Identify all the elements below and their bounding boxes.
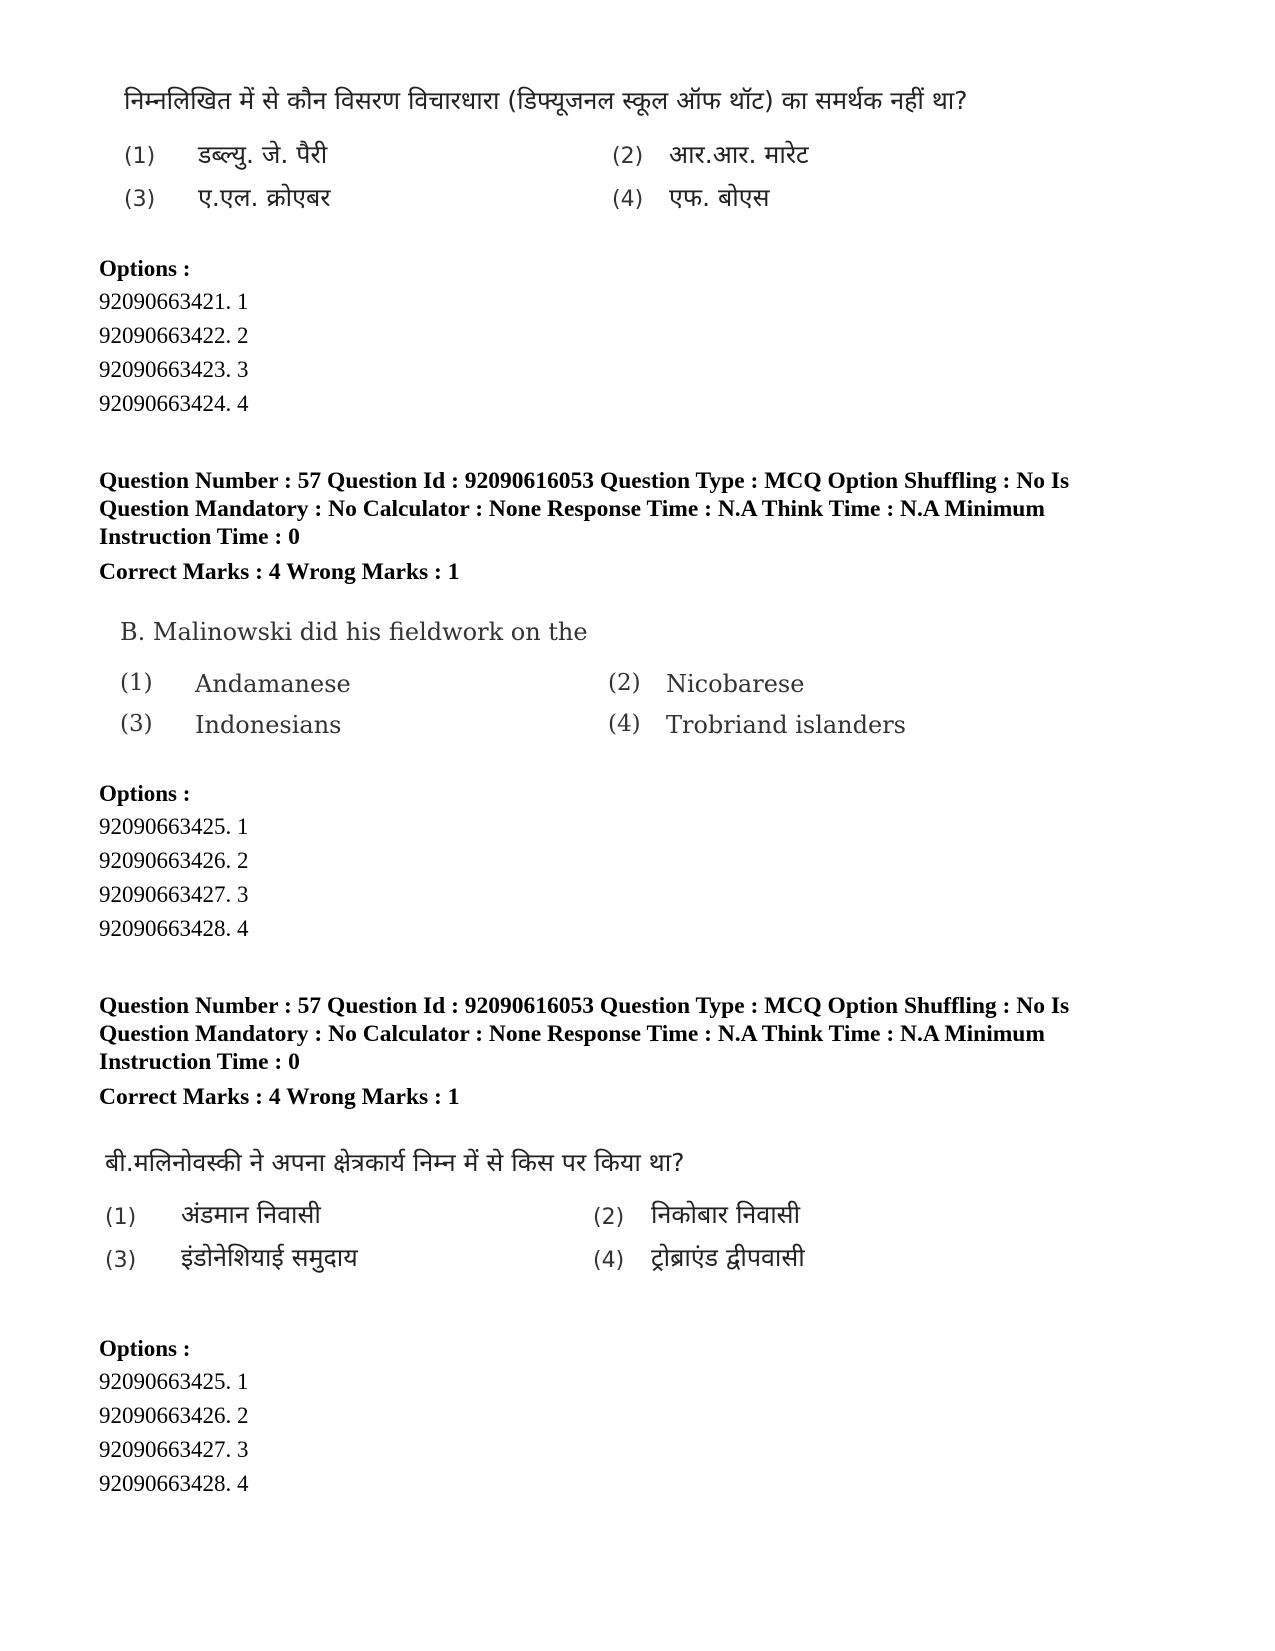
choice-number: (1): [105, 1205, 137, 1230]
option-item: 92090663426. 2: [99, 848, 249, 873]
choice-text: निकोबार निवासी: [651, 1200, 801, 1229]
options-heading: Options :: [99, 1336, 191, 1361]
marks-line: Correct Marks : 4 Wrong Marks : 1: [99, 1084, 460, 1110]
marks-line: Correct Marks : 4 Wrong Marks : 1: [99, 559, 460, 585]
option-item: 92090663427. 3: [99, 882, 249, 907]
question-meta-line: Question Mandatory : No Calculator : None Response Time : N.A Think Time : N.A Minimum: [99, 496, 1045, 522]
choice-text: Nicobarese: [666, 670, 805, 698]
choice-text: Andamanese: [195, 670, 351, 698]
option-item: 92090663425. 1: [99, 1369, 249, 1394]
choice-number: (1): [124, 144, 156, 169]
question-meta-line: Question Number : 57 Question Id : 92090616053 Question Type : MCQ Option Shuffling : No Is: [99, 468, 1070, 494]
question-text: निम्नलिखित में से कौन विसरण विचारधारा (डिफ्यूजनल स्कूल ऑफ थॉट) का समर्थक नहीं था?: [124, 86, 968, 115]
question-text: B. Malinowski did his fieldwork on the: [120, 618, 588, 646]
choice-number: (1): [120, 670, 153, 696]
option-item: 92090663424. 4: [99, 391, 249, 416]
option-item: 92090663422. 2: [99, 323, 249, 348]
choice-number: (2): [608, 670, 641, 696]
choice-number: (4): [612, 187, 644, 212]
choice-number: (3): [105, 1248, 137, 1273]
choice-text: Indonesians: [195, 711, 342, 739]
option-item: 92090663425. 1: [99, 814, 249, 839]
question-text: बी.मलिनोवस्की ने अपना क्षेत्रकार्य निम्न में से किस पर किया था?: [105, 1148, 685, 1177]
choice-text: एफ. बोएस: [669, 183, 770, 212]
choice-number: (4): [608, 711, 641, 737]
choice-number: (2): [593, 1205, 625, 1230]
question-meta-line: Instruction Time : 0: [99, 1049, 300, 1075]
question-meta-line: Question Number : 57 Question Id : 92090616053 Question Type : MCQ Option Shuffling : No Is: [99, 993, 1070, 1019]
choice-text: ए.एल. क्रोएबर: [198, 183, 331, 212]
options-heading: Options :: [99, 781, 191, 806]
choice-number: (3): [120, 711, 153, 737]
choice-text: इंडोनेशियाई समुदाय: [181, 1243, 358, 1272]
option-item: 92090663426. 2: [99, 1403, 249, 1428]
option-item: 92090663428. 4: [99, 1471, 249, 1496]
choice-text: आर.आर. मारेट: [669, 140, 809, 169]
option-item: 92090663421. 1: [99, 289, 249, 314]
choice-text: डब्ल्यु. जे. पैरी: [198, 140, 328, 169]
option-item: 92090663423. 3: [99, 357, 249, 382]
choice-text: अंडमान निवासी: [181, 1200, 321, 1229]
choice-number: (2): [612, 144, 644, 169]
options-heading: Options :: [99, 256, 191, 281]
choice-number: (4): [593, 1248, 625, 1273]
question-meta-line: Instruction Time : 0: [99, 524, 300, 550]
choice-number: (3): [124, 187, 156, 212]
option-item: 92090663428. 4: [99, 916, 249, 941]
choice-text: Trobriand islanders: [666, 711, 906, 739]
option-item: 92090663427. 3: [99, 1437, 249, 1462]
question-meta-line: Question Mandatory : No Calculator : None Response Time : N.A Think Time : N.A Minimum: [99, 1021, 1045, 1047]
choice-text: ट्रोब्राएंड द्वीपवासी: [651, 1243, 805, 1272]
